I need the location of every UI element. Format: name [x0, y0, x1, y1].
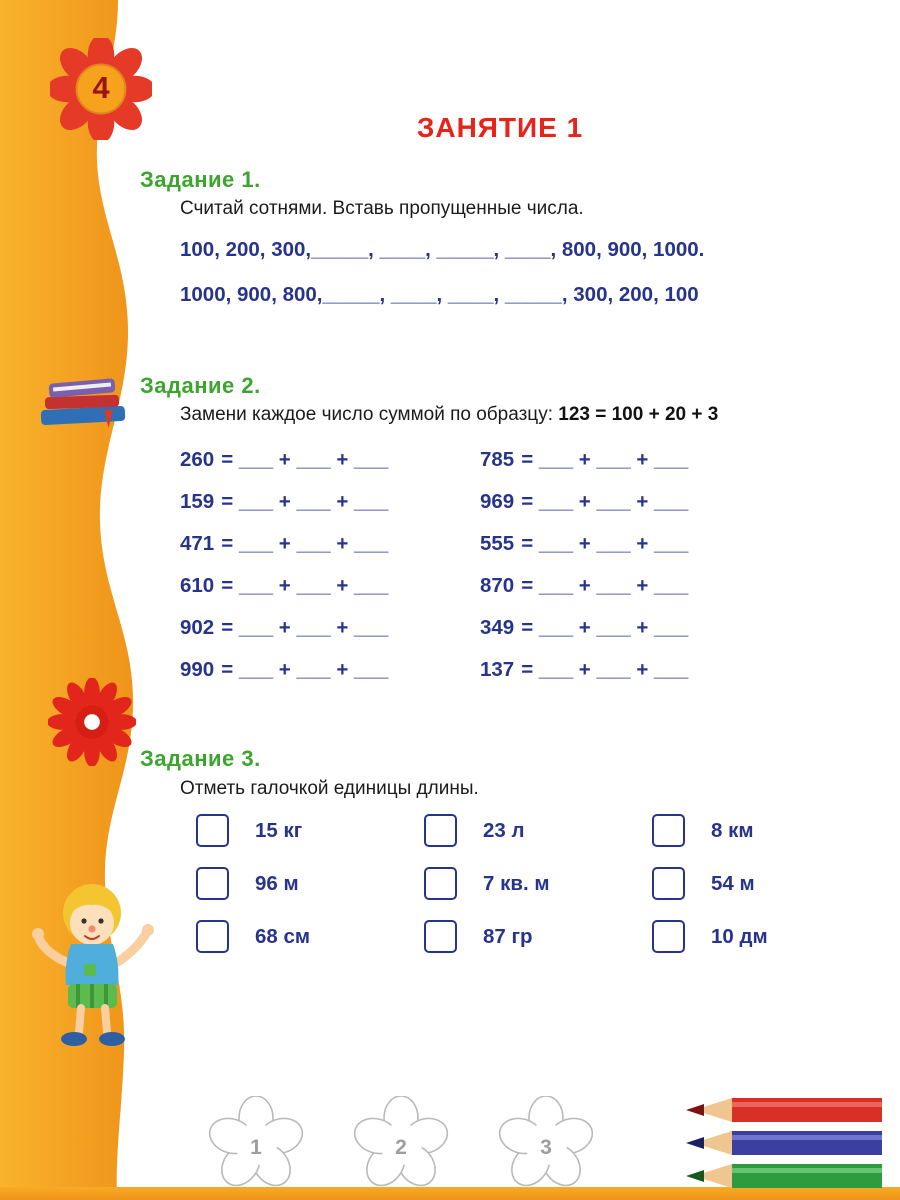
equation-number: 555: [480, 532, 515, 555]
checkbox-label: 15 кг: [255, 818, 303, 842]
equation-row: [180, 616, 480, 640]
task2-label: Задание 2.: [140, 373, 261, 398]
equation-number: 902: [180, 616, 215, 639]
equation-blanks: = ___ + ___ + ___: [521, 616, 689, 639]
checkbox-label: 96 м: [255, 871, 299, 895]
equation-blanks: = ___ + ___ + ___: [221, 616, 389, 639]
footer-flower-3: [498, 1096, 594, 1192]
task3-checkbox-grid: [196, 814, 862, 953]
task1-label: Задание 1.: [140, 167, 261, 192]
equation-row: [480, 616, 860, 640]
equation-number: 137: [480, 658, 515, 681]
page-number: 4: [92, 70, 110, 105]
equation-blanks: = ___ + ___ + ___: [521, 490, 689, 513]
equation-blanks: = ___ + ___ + ___: [221, 658, 389, 681]
footer-flower-2: [353, 1096, 449, 1192]
checkbox-label: 8 км: [711, 818, 754, 842]
equation-blanks: = ___ + ___ + ___: [221, 490, 389, 513]
checkbox-label: 7 кв. м: [483, 871, 550, 895]
footer-flower-number: 2: [395, 1136, 407, 1159]
equation-row: [180, 448, 480, 472]
equation-row: [480, 658, 860, 682]
checkbox[interactable]: [196, 814, 229, 847]
checkbox-item: [424, 867, 652, 900]
task3-label: Задание 3.: [140, 746, 261, 771]
equation-number: 610: [180, 574, 215, 597]
equation-row: [480, 448, 860, 472]
task1-sequence-line2: 1000, 900, 800,_____, ____, ____, _____, 300, 200, 100: [180, 283, 699, 306]
footer-flower-number: 1: [250, 1136, 262, 1159]
task3-instruction: Отметь галочкой единицы длины.: [180, 778, 479, 799]
equation-blanks: = ___ + ___ + ___: [221, 574, 389, 597]
checkbox-item: [196, 920, 424, 953]
equation-blanks: = ___ + ___ + ___: [221, 448, 389, 471]
checkbox-item: [196, 867, 424, 900]
equation-blanks: = ___ + ___ + ___: [521, 574, 689, 597]
checkbox-item: [652, 867, 862, 900]
checkbox[interactable]: [652, 867, 685, 900]
task1-instruction: Считай сотнями. Вставь пропущенные числа.: [180, 198, 584, 219]
checkbox-item: [424, 920, 652, 953]
equation-number: 969: [480, 490, 515, 513]
checkbox-label: 23 л: [483, 818, 525, 842]
equation-row: [180, 574, 480, 598]
equation-blanks: = ___ + ___ + ___: [221, 532, 389, 555]
equation-blanks: = ___ + ___ + ___: [521, 532, 689, 555]
checkbox[interactable]: [196, 867, 229, 900]
equation-row: [480, 532, 860, 556]
task2-instruction-text: Замени каждое число суммой по образцу:: [180, 404, 559, 425]
checkbox-label: 10 дм: [711, 924, 768, 948]
checkbox-label: 54 м: [711, 871, 755, 895]
task2-example: 123 = 100 + 20 + 3: [558, 404, 719, 425]
footer-flower-1: [208, 1096, 304, 1192]
checkbox[interactable]: [424, 814, 457, 847]
equation-blanks: = ___ + ___ + ___: [521, 658, 689, 681]
equation-row: [480, 490, 860, 514]
checkbox-item: [424, 814, 652, 847]
pencils-icon: [682, 1096, 882, 1192]
footer-flower-number: 3: [540, 1136, 552, 1159]
equation-row: [180, 532, 480, 556]
boy-character-icon: [26, 880, 158, 1052]
checkbox-label: 68 см: [255, 924, 311, 948]
equation-row: [480, 574, 860, 598]
checkbox[interactable]: [424, 920, 457, 953]
checkbox-item: [652, 920, 862, 953]
checkbox[interactable]: [196, 920, 229, 953]
equation-number: 990: [180, 658, 215, 681]
books-icon: [36, 358, 132, 436]
equation-row: [180, 490, 480, 514]
checkbox-item: [652, 814, 862, 847]
equation-number: 785: [480, 448, 515, 471]
red-flower-icon: [48, 678, 136, 766]
checkbox[interactable]: [652, 814, 685, 847]
page-title: ЗАНЯТИЕ 1: [416, 112, 584, 143]
task1-sequence-line1: 100, 200, 300,_____, ____, _____, ____, 800, 900, 1000.: [180, 238, 705, 261]
equation-number: 349: [480, 616, 515, 639]
task2-equations: [180, 448, 860, 682]
equation-number: 471: [180, 532, 215, 555]
task2-instruction: [180, 404, 718, 426]
checkbox[interactable]: [424, 867, 457, 900]
equation-number: 159: [180, 490, 215, 513]
equation-blanks: = ___ + ___ + ___: [521, 448, 689, 471]
equation-number: 870: [480, 574, 515, 597]
equation-row: [180, 658, 480, 682]
checkbox-label: 87 гр: [483, 924, 533, 948]
equation-number: 260: [180, 448, 215, 471]
page-number-flower-icon: [50, 38, 152, 140]
checkbox-item: [196, 814, 424, 847]
checkbox[interactable]: [652, 920, 685, 953]
